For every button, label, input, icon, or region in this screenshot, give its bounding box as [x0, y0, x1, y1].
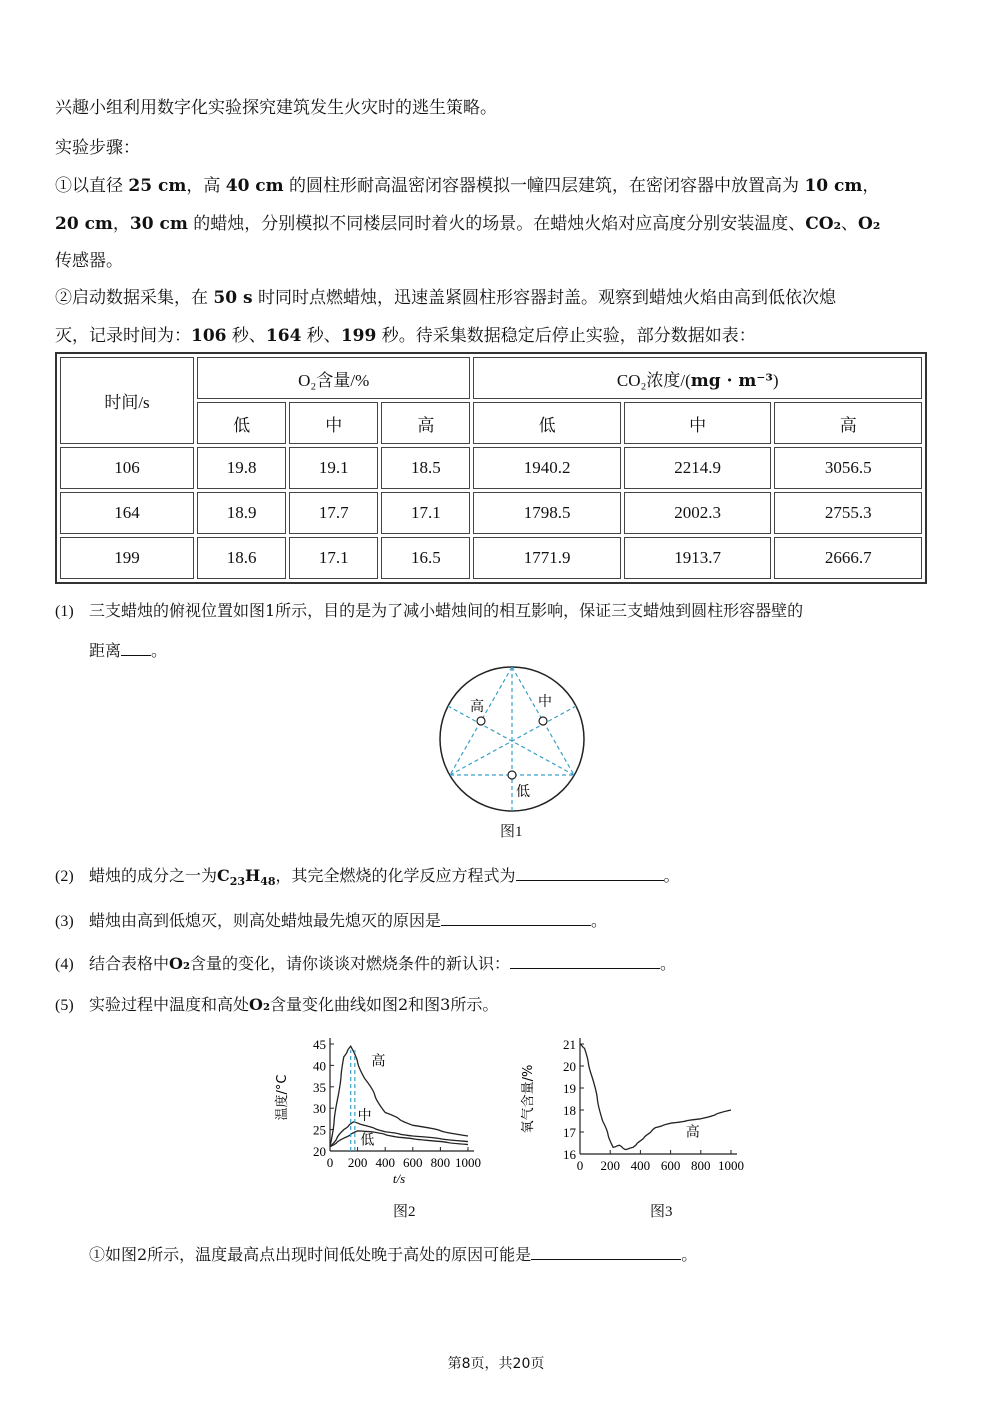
- table-cell: 199: [60, 537, 194, 579]
- x-axis-label: t/s: [392, 1171, 406, 1186]
- table-cell: 18.5: [381, 447, 470, 489]
- table-cell: 1913.7: [624, 537, 772, 579]
- table-cell: 1771.9: [473, 537, 621, 579]
- table-cell: 17.1: [381, 492, 470, 534]
- y-tick-label: 18: [563, 1103, 576, 1118]
- step1-line2: 20 cm，30 cm 的蜡烛，分别模拟不同楼层同时着火的场景。在蜡烛火焰对应高度分别安装温度、CO₂、O₂: [55, 214, 881, 234]
- o2-header: O₂含量/%: [197, 357, 470, 399]
- table-cell: 16.5: [381, 537, 470, 579]
- answer-blank-2[interactable]: [516, 863, 664, 881]
- table-cell: 2755.3: [774, 492, 922, 534]
- y-tick-label: 45: [313, 1037, 326, 1052]
- x-tick-label: 0: [326, 1155, 334, 1170]
- x-tick-label: 1000: [455, 1155, 481, 1170]
- table-row: [60, 447, 922, 489]
- label-high: 高: [470, 699, 484, 715]
- figure-2-caption: 图2: [393, 1204, 416, 1220]
- x-tick-label: 600: [660, 1158, 681, 1173]
- y-tick-label: 20: [313, 1144, 326, 1159]
- y-tick-label: 19: [563, 1081, 576, 1096]
- series-line-高: [330, 1046, 468, 1147]
- y-tick-label: 16: [563, 1147, 576, 1162]
- x-tick-label: 600: [403, 1155, 423, 1170]
- answer-blank-5-1[interactable]: [531, 1242, 681, 1260]
- question-1-line2: 距离 。: [89, 638, 167, 662]
- data-table: [55, 352, 927, 584]
- sub-header: 高: [774, 402, 922, 444]
- table-cell: 2002.3: [624, 492, 772, 534]
- figure-1-caption: 图1: [500, 824, 523, 840]
- x-tick-label: 800: [430, 1155, 451, 1170]
- sub-header: 中: [289, 402, 378, 444]
- step1-line3: 传感器。: [55, 251, 123, 271]
- x-tick-label: 200: [347, 1155, 368, 1170]
- table-cell: 2214.9: [624, 447, 772, 489]
- x-tick-label: 800: [691, 1158, 711, 1173]
- question-3: (3) 蜡烛由高到低熄灭，则高处蜡烛最先熄灭的原因是 。: [55, 908, 607, 933]
- question-5-1: ①如图2所示，温度最高点出现时间低处晚于高处的原因可能是 。: [89, 1242, 697, 1266]
- table-cell: 18.6: [197, 537, 286, 579]
- series-line-高: [580, 1044, 731, 1150]
- question-2: (2) 蜡烛的成分之一为$C_{23}H_{48}$，其完全燃烧的化学反应方程式为 。: [55, 863, 680, 893]
- y-axis-label: 氧气含量/%: [521, 1064, 536, 1134]
- figure-3-chart: [518, 1025, 758, 1185]
- sub-header: 低: [197, 402, 286, 444]
- step2-line1: ②启动数据采集，在 50 s 时同时点燃蜡烛，迅速盖紧圆柱形容器封盖。观察到蜡烛火焰由高到低依次熄: [55, 288, 836, 308]
- table-cell: 17.7: [289, 492, 378, 534]
- sub-header: 高: [381, 402, 470, 444]
- figure-2-chart: [268, 1025, 508, 1200]
- label-mid: 中: [538, 694, 552, 710]
- y-tick-label: 17: [563, 1125, 576, 1140]
- page-footer: 第8页，共20页: [447, 1356, 545, 1372]
- table-cell: 106: [60, 447, 194, 489]
- table-cell: 17.1: [289, 537, 378, 579]
- x-tick-label: 400: [375, 1155, 395, 1170]
- table-row: [60, 537, 922, 579]
- time-header: 时间/s: [60, 357, 194, 444]
- x-tick-label: 400: [630, 1158, 651, 1173]
- candle-high-marker: [477, 717, 485, 725]
- table-cell: 3056.5: [774, 447, 922, 489]
- label-low: 低: [516, 784, 530, 800]
- answer-blank-4[interactable]: [510, 951, 660, 969]
- series-label: 高: [685, 1124, 700, 1141]
- table-row: [60, 492, 922, 534]
- series-label: 中: [357, 1108, 372, 1125]
- table-cell: 18.9: [197, 492, 286, 534]
- sub-header: 低: [473, 402, 621, 444]
- question-4: (4) 结合表格中O₂含量的变化，请你谈谈对燃烧条件的新认识： 。: [55, 951, 676, 976]
- candle-mid-marker: [539, 717, 547, 725]
- table-cell: 1940.2: [473, 447, 621, 489]
- figure-1-diagram: [438, 665, 590, 817]
- x-tick-label: 0: [576, 1158, 584, 1173]
- step1-line1: ①以直径 25 cm，高 40 cm 的圆柱形耐高温密闭容器模拟一幢四层建筑，在密闭容器中放置高为 10 cm，: [55, 176, 880, 196]
- y-tick-label: 21: [563, 1037, 576, 1052]
- table-cell: 19.1: [289, 447, 378, 489]
- y-tick-label: 25: [313, 1122, 326, 1138]
- question-5: (5) 实验过程中温度和高处O₂含量变化曲线如图2和图3所示。: [55, 995, 499, 1014]
- co2-header: CO₂浓度/(mg · m⁻³): [473, 357, 922, 399]
- steps-title: 实验步骤：: [55, 138, 140, 158]
- question-1: (1) 三支蜡烛的俯视位置如图1所示，目的是为了减小蜡烛间的相互影响，保证三支蜡烛到圆柱形容器壁的: [55, 601, 804, 620]
- intro-text: 兴趣小组利用数字化实验探究建筑发生火灾时的逃生策略。: [55, 98, 497, 118]
- candle-low-marker: [508, 771, 516, 779]
- table-cell: 2666.7: [774, 537, 922, 579]
- y-tick-label: 20: [563, 1059, 576, 1074]
- figure-3-caption: 图3: [650, 1204, 673, 1220]
- y-axis-label: 温度/°C: [275, 1074, 290, 1121]
- y-tick-label: 30: [313, 1101, 326, 1117]
- y-tick-label: 35: [313, 1079, 326, 1095]
- x-tick-label: 1000: [718, 1158, 744, 1173]
- table-cell: 19.8: [197, 447, 286, 489]
- table-cell: 164: [60, 492, 194, 534]
- series-label: 低: [360, 1132, 375, 1149]
- answer-blank-1[interactable]: [121, 638, 151, 656]
- sub-header: 中: [624, 402, 772, 444]
- answer-blank-3[interactable]: [441, 908, 591, 926]
- table-cell: 1798.5: [473, 492, 621, 534]
- step2-line2: 灭，记录时间为：106 秒、164 秒、199 秒。待采集数据稳定后停止实验，部分数据如表：: [55, 326, 756, 346]
- x-tick-label: 200: [600, 1158, 620, 1173]
- y-tick-label: 40: [313, 1058, 326, 1074]
- series-label: 高: [371, 1053, 386, 1070]
